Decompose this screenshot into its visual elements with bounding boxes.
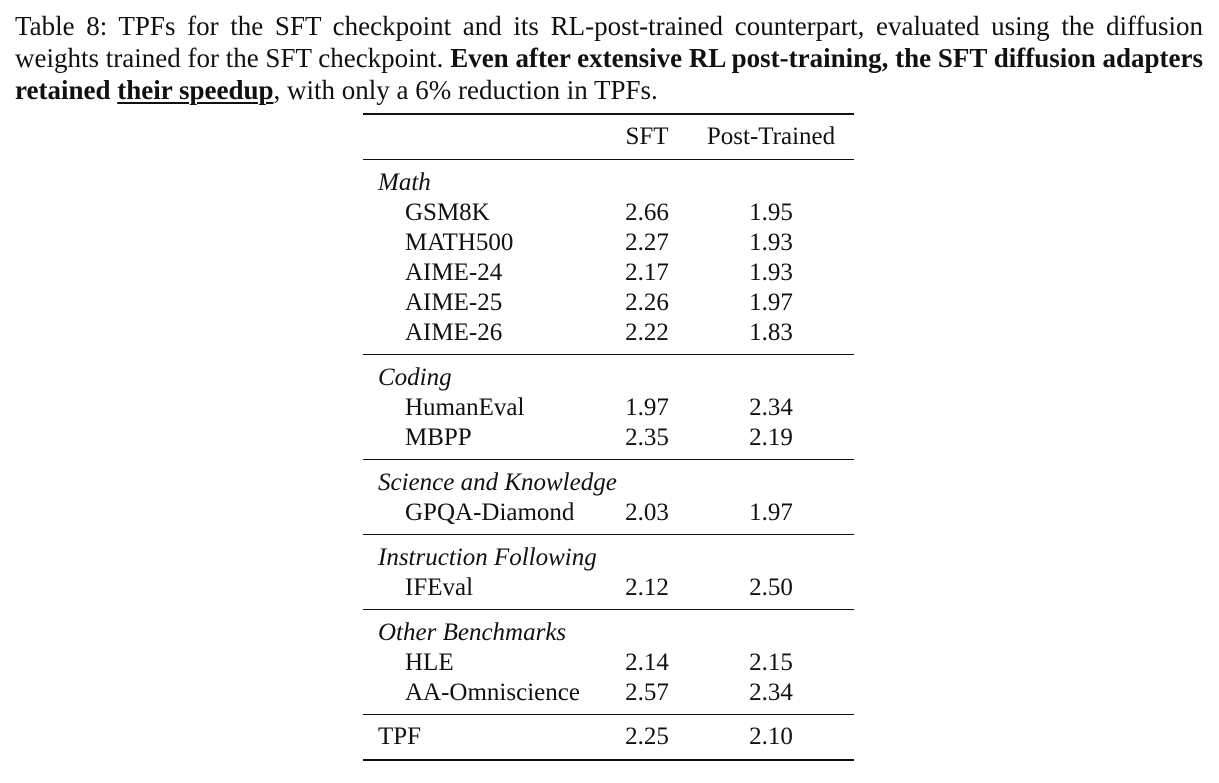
summary-row <box>363 715 854 759</box>
table-row <box>363 228 854 258</box>
post-value: 1.97 <box>749 499 793 526</box>
section-coding <box>363 355 854 459</box>
section-title-row <box>363 168 854 198</box>
post-value: 2.50 <box>749 574 793 601</box>
section-title-row <box>363 363 854 393</box>
benchmark-name: AA-Omniscience <box>405 679 580 706</box>
sft-value: 2.14 <box>625 649 669 676</box>
benchmark-name: AIME-24 <box>405 259 503 286</box>
benchmark-name: AIME-25 <box>405 289 503 316</box>
section-title: Coding <box>378 364 452 391</box>
table-row <box>363 198 854 228</box>
benchmark-name: GPQA-Diamond <box>405 499 575 526</box>
section-title: Science and Knowledge <box>378 469 617 496</box>
post-value: 2.19 <box>749 424 793 451</box>
section-instruction <box>363 535 854 609</box>
table-row <box>363 678 854 708</box>
table-row <box>363 423 854 453</box>
sft-value: 2.03 <box>625 499 669 526</box>
section-title-row <box>363 618 854 648</box>
table-row <box>363 498 854 528</box>
post-value: 1.83 <box>749 319 793 346</box>
caption-underlined: their speedup <box>117 75 274 105</box>
benchmark-name: MATH500 <box>405 229 514 256</box>
sft-value: 2.26 <box>625 289 669 316</box>
sft-value: 2.22 <box>625 319 669 346</box>
benchmark-name: AIME-26 <box>405 319 503 346</box>
post-value: 1.97 <box>749 289 793 316</box>
post-value: 1.93 <box>749 229 793 256</box>
header-row <box>363 115 854 159</box>
sft-value: 2.57 <box>625 679 669 706</box>
benchmark-name: HumanEval <box>405 394 525 421</box>
table-row <box>363 318 854 348</box>
table-row <box>363 648 854 678</box>
results-table <box>363 113 854 761</box>
table-row <box>363 288 854 318</box>
benchmark-name: MBPP <box>405 424 472 451</box>
post-value: 1.93 <box>749 259 793 286</box>
section-math <box>363 160 854 354</box>
header-post-trained: Post-Trained <box>706 123 836 150</box>
section-title-row <box>363 468 854 498</box>
sft-value: 1.97 <box>625 394 669 421</box>
summary-post-value: 2.10 <box>749 723 793 750</box>
post-value: 2.34 <box>749 394 793 421</box>
post-value: 2.34 <box>749 679 793 706</box>
table-row <box>363 393 854 423</box>
section-title-row <box>363 543 854 573</box>
benchmark-name: IFEval <box>405 574 474 601</box>
caption-bold: Even after extensive RL post-training, the SFT diffusion adapters retained <box>15 43 1203 105</box>
summary-sft-value: 2.25 <box>625 723 669 750</box>
sft-value: 2.66 <box>625 199 669 226</box>
summary-label: TPF <box>378 723 422 750</box>
section-title: Math <box>378 169 431 196</box>
header-sft: SFT <box>625 123 669 150</box>
section-title: Other Benchmarks <box>378 619 567 646</box>
section-title: Instruction Following <box>378 544 597 571</box>
bottom-rule <box>363 759 854 761</box>
post-value: 2.15 <box>749 649 793 676</box>
table-row <box>363 258 854 288</box>
section-other <box>363 610 854 714</box>
table-caption <box>15 10 1203 106</box>
sft-value: 2.12 <box>625 574 669 601</box>
sft-value: 2.35 <box>625 424 669 451</box>
caption-suffix: , with only a 6% reduction in TPFs. <box>273 75 658 105</box>
post-value: 1.95 <box>749 199 793 226</box>
caption-prefix: Table 8: TPFs for the SFT checkpoint and its RL-post-trained counterpart, evaluated using the diffusion weights trained for the SFT checkpoint. <box>15 11 1203 73</box>
table-row <box>363 573 854 603</box>
sft-value: 2.17 <box>625 259 669 286</box>
benchmark-name: GSM8K <box>405 199 490 226</box>
benchmark-name: HLE <box>405 649 454 676</box>
sft-value: 2.27 <box>625 229 669 256</box>
section-science <box>363 460 854 534</box>
